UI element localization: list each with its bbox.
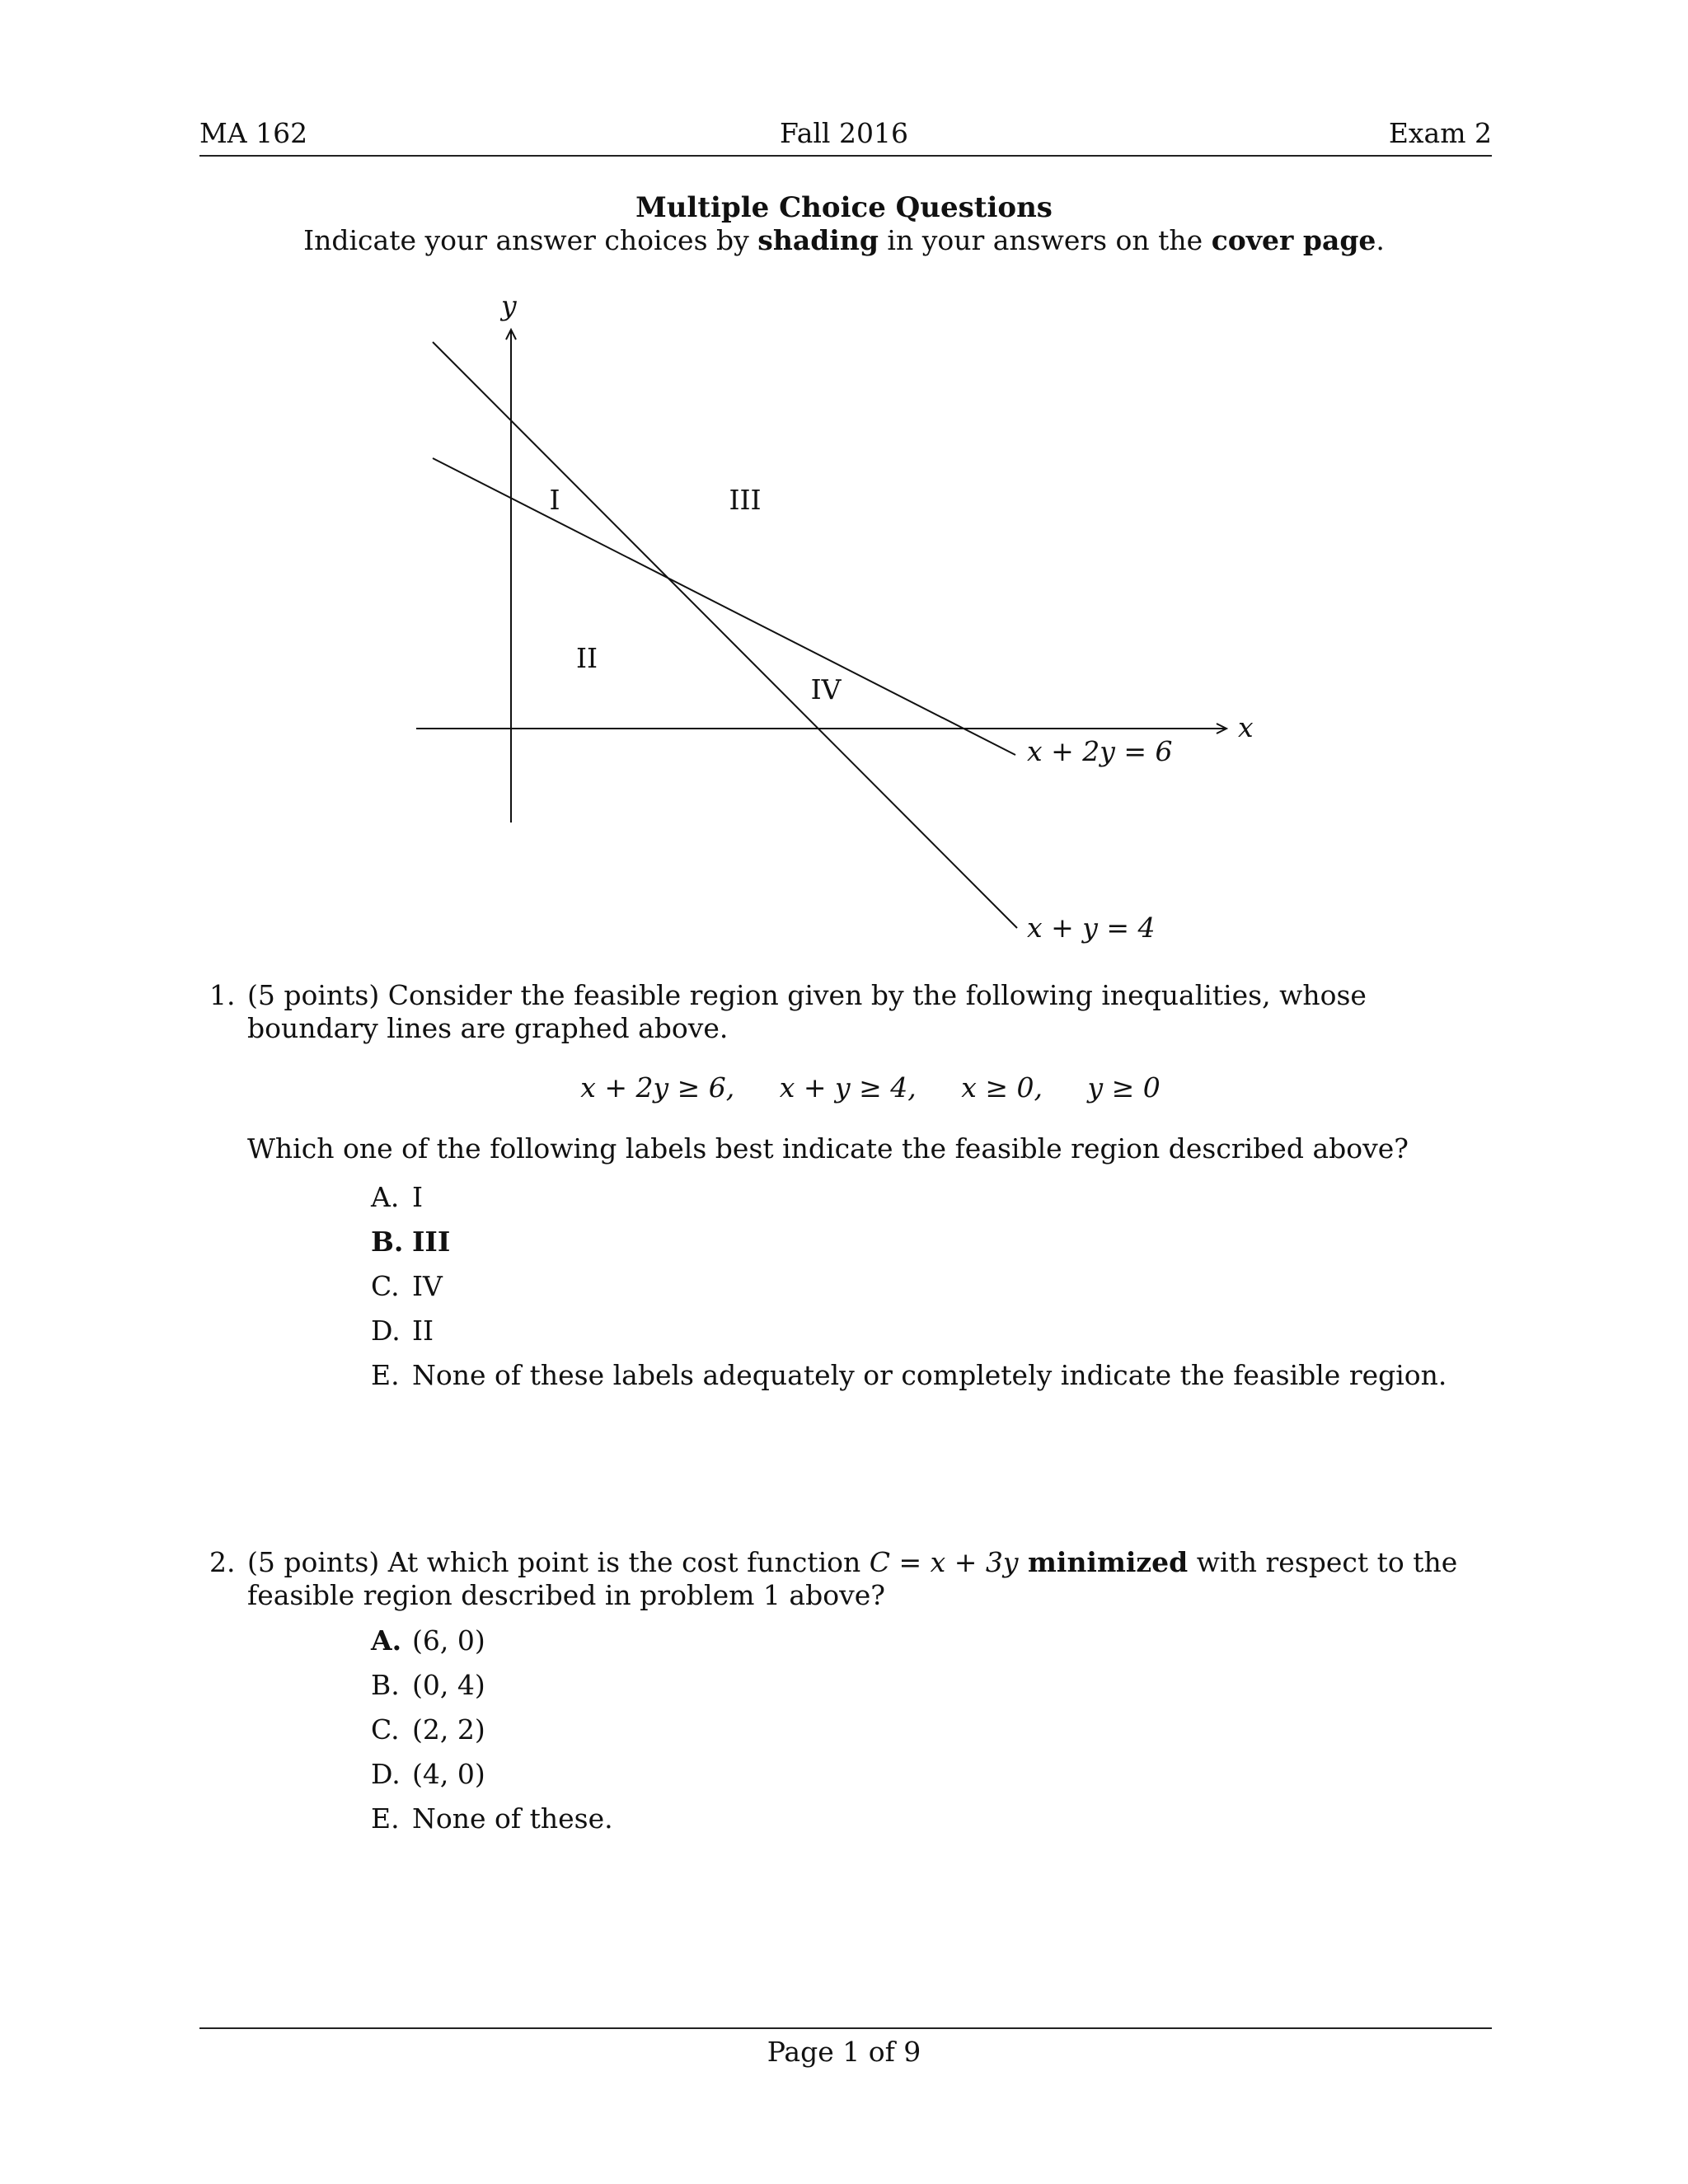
question-1-options — [371, 1175, 1493, 1398]
option-letter: A. — [371, 1624, 402, 1657]
q2-option-e — [371, 1797, 1493, 1841]
q1-option-e — [371, 1353, 1493, 1398]
section-title: Multiple Choice Questions — [635, 191, 1053, 224]
option-text: I — [412, 1181, 424, 1213]
q1-option-b — [371, 1220, 1493, 1264]
option-letter: E. — [371, 1802, 400, 1835]
region-label-ii: II — [575, 642, 598, 674]
inequality-1: x + 2y ≥ 6, — [580, 1071, 735, 1104]
option-text: III — [412, 1226, 451, 1258]
instruction-text-1: Indicate your answer choices by — [303, 224, 758, 256]
term-label: Fall 2016 — [780, 117, 908, 149]
option-text: (2, 2) — [412, 1713, 485, 1746]
question-2-number: 2. — [209, 1546, 236, 1578]
option-text: None of these labels adequately or completely indicate the feasible region. — [412, 1359, 1447, 1391]
instruction-bold-cover-page: cover page — [1211, 224, 1376, 256]
line-x-plus-y-eq-4 — [433, 342, 1017, 928]
header-rule — [199, 155, 1492, 157]
option-letter: C. — [371, 1270, 400, 1302]
instruction-text-3: . — [1376, 224, 1385, 256]
option-text: (4, 0) — [412, 1758, 485, 1790]
question-1-question: Which one of the following labels best indicate the feasible region described above? — [247, 1132, 1409, 1165]
option-letter: D. — [371, 1315, 401, 1347]
q2-prompt-bold: minimized — [1018, 1546, 1189, 1578]
question-2-prompt — [247, 1546, 1493, 1612]
q1-option-d — [371, 1309, 1493, 1353]
q2-option-d — [371, 1752, 1493, 1797]
inequalities — [247, 1071, 1493, 1104]
option-letter: D. — [371, 1758, 401, 1790]
q2-option-b — [371, 1663, 1493, 1708]
instructions — [0, 224, 1688, 256]
line1-label: x + 2y = 6 — [1027, 735, 1173, 767]
option-text: (6, 0) — [412, 1624, 485, 1657]
region-label-i: I — [549, 484, 560, 516]
option-letter: B. — [371, 1669, 400, 1701]
question-2 — [199, 1546, 1493, 1841]
question-2-options — [371, 1619, 1493, 1841]
q1-option-c — [371, 1264, 1493, 1309]
option-letter: B. — [371, 1226, 404, 1258]
exam-label: Exam 2 — [1388, 117, 1492, 149]
inequality-2: x + y ≥ 4, — [779, 1071, 917, 1104]
page-number: Page 1 of 9 — [767, 2036, 921, 2068]
q2-prompt-text-2: with respect to the feasible region described in problem 1 above? — [247, 1546, 1458, 1611]
inequality-3: x ≥ 0, — [961, 1071, 1043, 1104]
q2-cost-function: C = x + 3y — [869, 1546, 1019, 1578]
inequality-4: y ≥ 0 — [1087, 1071, 1160, 1104]
option-letter: E. — [371, 1359, 400, 1391]
option-letter: C. — [371, 1713, 400, 1746]
instruction-text-2: in your answers on the — [878, 224, 1212, 256]
option-text: IV — [412, 1270, 443, 1302]
option-text: II — [412, 1315, 434, 1347]
region-label-iii: III — [729, 484, 762, 516]
footer-rule — [199, 2027, 1492, 2029]
line-x-plus-2y-eq-6 — [433, 458, 1015, 755]
q2-option-a — [371, 1619, 1493, 1663]
instruction-bold-shading: shading — [757, 224, 879, 256]
x-axis-label: x — [1238, 711, 1254, 743]
q1-option-a — [371, 1175, 1493, 1220]
line2-label: x + y = 4 — [1027, 912, 1156, 944]
region-label-iv: IV — [810, 673, 842, 705]
feasible-region-graph — [404, 288, 1269, 956]
question-1-prompt: (5 points) Consider the feasible region given by the following inequalities, whose boundary lines are graphed above. — [247, 979, 1367, 1044]
question-1-number: 1. — [209, 979, 236, 1011]
q2-prompt-text-1: (5 points) At which point is the cost function — [247, 1546, 870, 1578]
option-text: None of these. — [412, 1802, 613, 1835]
q2-option-c — [371, 1708, 1493, 1752]
option-text: (0, 4) — [412, 1669, 485, 1701]
option-letter: A. — [371, 1181, 400, 1213]
question-1 — [199, 979, 1493, 1398]
course-label: MA 162 — [199, 117, 308, 149]
y-axis-label: y — [501, 289, 517, 321]
